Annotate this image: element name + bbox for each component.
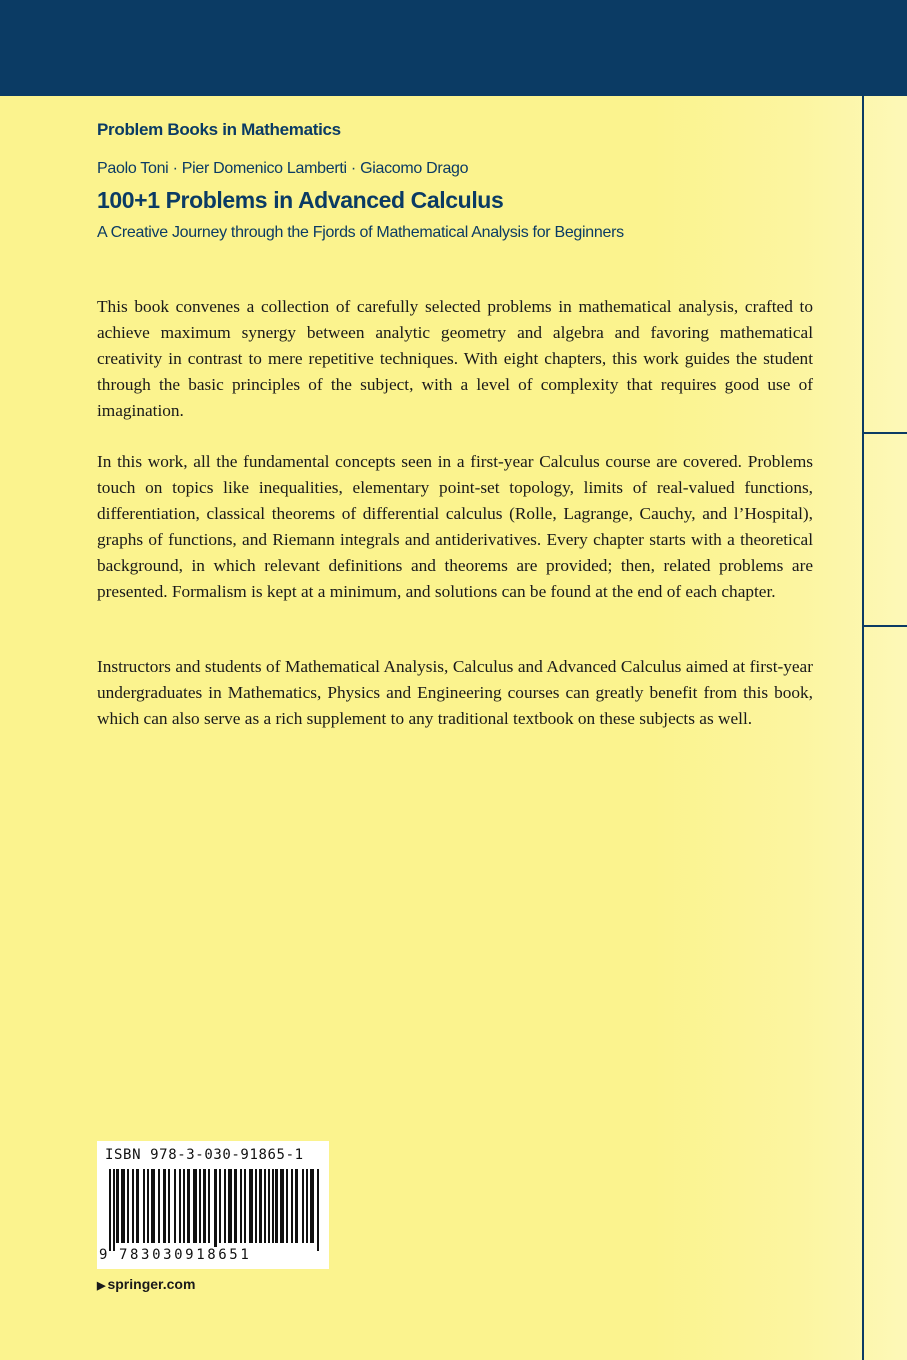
barcode-bar — [219, 1169, 221, 1243]
barcode-bar — [280, 1169, 284, 1243]
barcode-bar — [264, 1169, 266, 1243]
barcode-bar — [179, 1169, 181, 1243]
barcode-bar — [127, 1169, 129, 1243]
barcode-bar — [259, 1169, 262, 1243]
barcode-bar — [203, 1169, 206, 1243]
publisher-link[interactable] — [97, 1276, 195, 1292]
barcode-bar — [183, 1169, 185, 1243]
barcode-bar — [113, 1169, 115, 1251]
series-title: Problem Books in Mathematics — [97, 120, 341, 139]
isbn-label: ISBN 978-3-030-91865-1 — [105, 1147, 304, 1163]
barcode-digits: 783030918651 — [119, 1247, 252, 1263]
book-subtitle: A Creative Journey through the Fjords of Mathematical Analysis for Beginners — [97, 224, 624, 241]
barcode-bar — [244, 1169, 246, 1243]
description-paragraph-2: In this work, all the fundamental concepts seen in a first-year Calculus course are covered. Problems touch on topics like inequalities, elementary point-set topology, limits of real-valued functions, differentiation, classical theorems of differential calculus (Rolle, Lagrange, Cauchy, and l’Hospital), graphs of functions, and Riemann integrals and antiderivatives. Every chapter starts with a theoretical background, in which relevant definitions and theorems are provided; then, related problems are presented. Formalism is kept at a minimum, and solutions can be found at the end of each chapter. — [97, 452, 813, 601]
barcode-bar — [109, 1169, 111, 1251]
barcode-bar — [136, 1169, 139, 1243]
barcode-bar — [174, 1169, 176, 1243]
publisher-url: springer.com — [107, 1276, 196, 1292]
barcode-bar — [268, 1169, 270, 1243]
barcode-bar — [310, 1169, 314, 1243]
barcode-bar — [228, 1169, 232, 1243]
barcode-bar — [214, 1169, 217, 1251]
barcode-bar — [275, 1169, 278, 1243]
barcode-bar — [121, 1169, 125, 1243]
authors: Paolo Toni · Pier Domenico Lamberti · Giacomo Drago — [97, 160, 469, 177]
barcode-bar — [255, 1169, 257, 1243]
barcode-bar — [151, 1169, 155, 1243]
barcode-bar — [158, 1169, 160, 1243]
barcode-bar — [286, 1169, 288, 1243]
isbn-barcode — [97, 1141, 329, 1269]
barcode-bar — [240, 1169, 242, 1243]
barcode-bar — [249, 1169, 253, 1243]
barcode-bars — [109, 1169, 319, 1251]
description-paragraph-3: Instructors and students of Mathematical Analysis, Calculus and Advanced Calculus aimed at first-year undergraduates in Mathematics, Physics and Engineering courses can greatly benefit from this book, which can also serve as a rich supplement to any traditional textbook on these subjects as well. — [97, 657, 813, 728]
barcode-bar — [224, 1169, 226, 1243]
barcode-bar — [272, 1169, 274, 1243]
barcode-bar — [208, 1169, 210, 1243]
barcode-bar — [168, 1169, 170, 1243]
spine-tick-lower — [862, 625, 907, 627]
barcode-bar — [317, 1169, 319, 1251]
book-title: 100+1 Problems in Advanced Calculus — [97, 187, 504, 213]
barcode-bar — [193, 1169, 197, 1243]
barcode-bar — [163, 1169, 166, 1243]
spine-tick-upper — [862, 432, 907, 434]
barcode-bar — [295, 1169, 298, 1243]
barcode-bar — [199, 1169, 201, 1243]
barcode-bar — [291, 1169, 293, 1243]
barcode-bar — [147, 1169, 149, 1243]
barcode-bar — [302, 1169, 304, 1243]
arrow-icon: ▶ — [97, 1280, 106, 1292]
barcode-bar — [234, 1169, 237, 1243]
spine-guide-line — [862, 96, 864, 1360]
barcode-bar — [116, 1169, 119, 1243]
barcode-lead-digit: 9 — [99, 1247, 108, 1263]
description-paragraph-1: This book convenes a collection of carefully selected problems in mathematical analysis, crafted to achieve maximum synergy between analytic geometry and algebra and favoring mathematical creativity in contrast to mere repetitive techniques. With eight chapters, this work guides the student through the basic principles of the subject, with a level of complexity that requires good use of imagination. — [97, 297, 813, 420]
barcode-bar — [143, 1169, 145, 1243]
top-color-band — [0, 0, 907, 96]
barcode-bar — [306, 1169, 308, 1243]
barcode-bar — [132, 1169, 134, 1243]
barcode-bar — [187, 1169, 190, 1243]
